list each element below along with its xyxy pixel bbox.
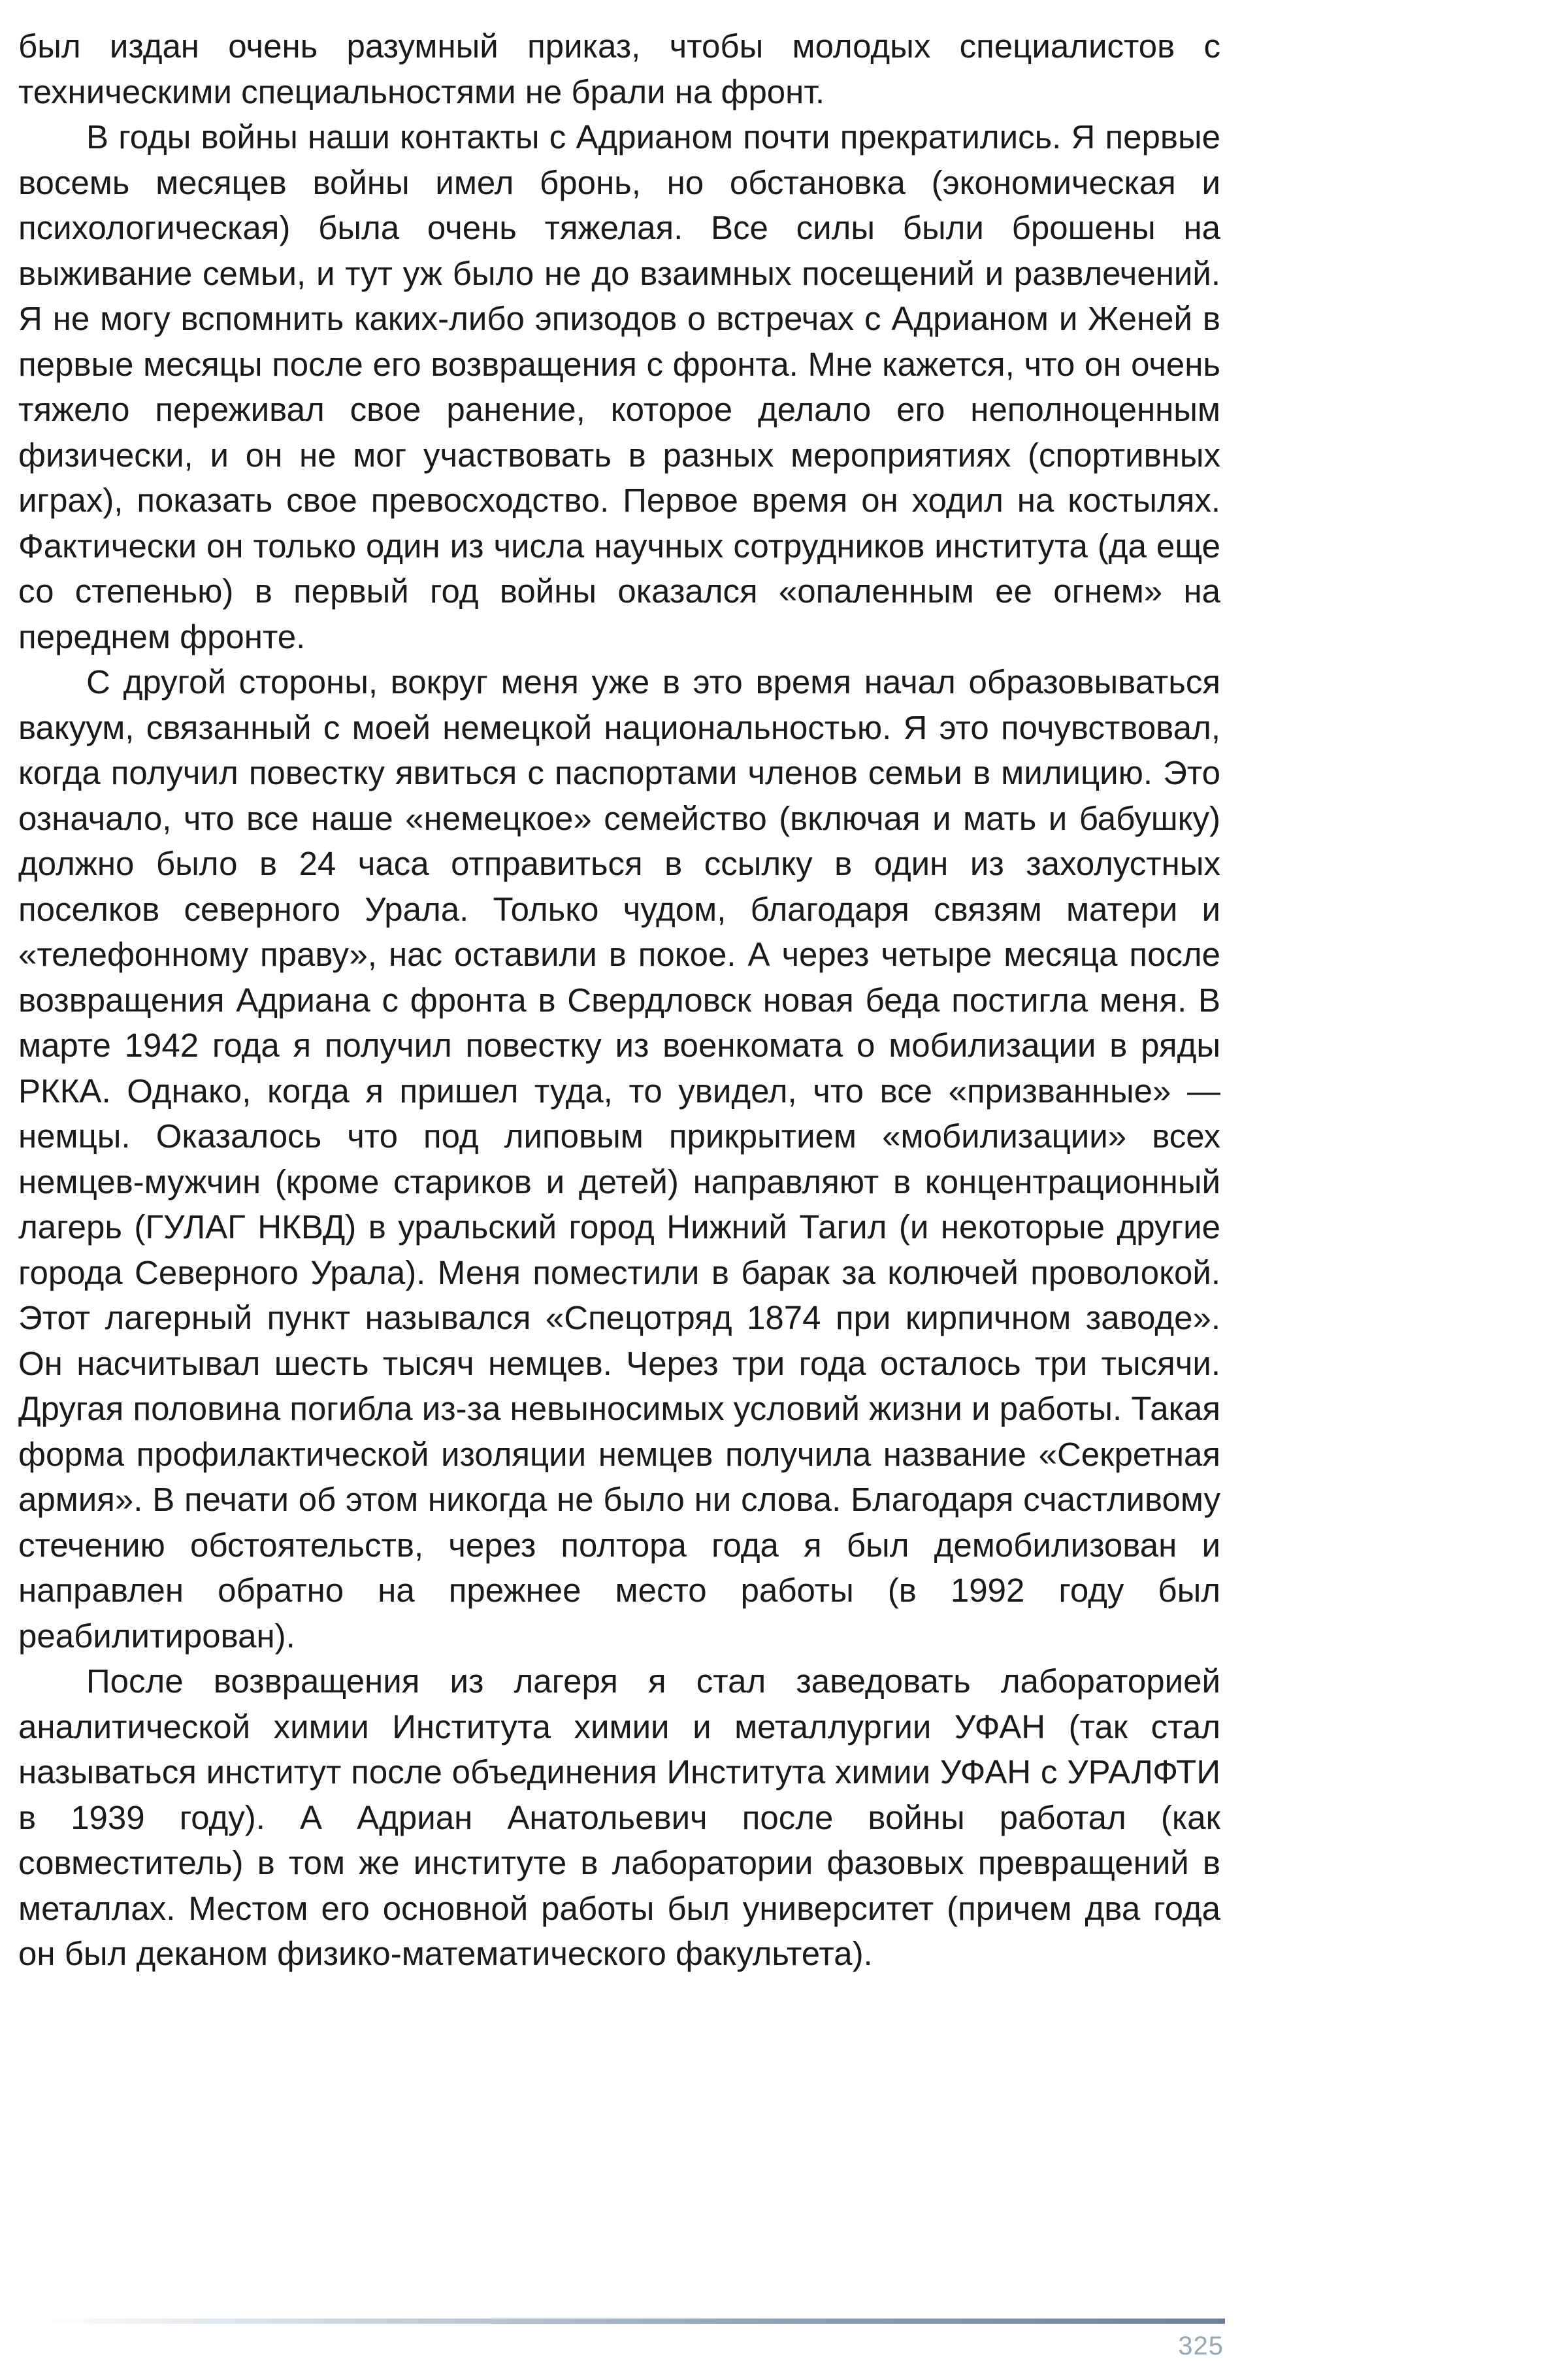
paragraph-after-camp: После возвращения из лагеря я стал заведовать лабораторией аналитической химии Института химии и металлургии УФАН (так стал называться институт после объединения Института химии УФАН с УРАЛФТИ в 1939 году). А Адриан Анатольевич после войны работал (как совместитель) в том же институте в лаборатории фазовых превращений в металлах. Местом его основной работы был университет (причем два года он был деканом физико-математического факультета). bbox=[18, 1662, 1220, 1972]
paragraph-war-years: В годы войны наши контакты с Адрианом почти прекратились. Я первые восемь месяцев войны имел бронь, но обстановка (экономическая и психологическая) была очень тяжелая. Все силы были брошены на выживание семьи, и тут уж было не до взаимных посещений и развлечений. Я не могу вспомнить каких-либо эпизодов о встречах с Адрианом и Женей в первые месяцы после его возвращения с фронта. Мне кажется, что он очень тяжело переживал свое ранение, которое делало его неполноценным физически, и он не мог участвовать в разных мероприятиях (спортивных играх), показать свое превосходство. Первое время он ходил на костылях. Фактически он только один из числа научных сотрудников института (да еще со степенью) в первый год войны оказался «опаленным ее огнем» на переднем фронте. bbox=[18, 118, 1220, 655]
paragraph-labor-camp: С другой стороны, вокруг меня уже в это время начал образовываться вакуум, связанный с моей немецкой национальностью. Я это почувствовал, когда получил повестку явиться с паспортами членов семьи в милицию. Это означало, что все наше «немецкое» семейство (включая и мать и бабушку) должно было в 24 часа отправиться в ссылку в один из захолустных поселков северного Урала. Только чудом, благодаря связям матери и «телефонному праву», нас оставили в покое. А через четыре месяца после возвращения Адриана с фронта в Свердловск новая беда постигла меня. В марте 1942 года я получил повестку из военкомата о мобилизации в ряды РККА. Однако, когда я пришел туда, то увидел, что все «призванные» — немцы. Оказалось что под липовым прикрытием «мобилизации» всех немцев-мужчин (кроме стариков и детей) направляют в концентрационный лагерь (ГУЛАГ НКВД) в уральский город Нижний Тагил (и некоторые другие города Северного Урала). Меня поместили в барак за колючей проволокой. Этот лагерный пункт назывался «Спецотряд 1874 при кирпичном заводе». Он насчитывал шесть тысяч немцев. Через три года осталось три тысячи. Другая половина погибла из-за невыносимых условий жизни и работы. Такая форма профилактической изоляции немцев получила название «Секретная армия». В печати об этом никогда не было ни слова. Благодаря счастливому стечению обстоятельств, через полтора года я был демобилизован и направлен обратно на прежнее место работы (в 1992 году был реабилитирован). bbox=[18, 663, 1220, 1655]
body-text bbox=[18, 24, 1220, 1977]
page-number: 325 bbox=[1178, 2332, 1224, 2360]
footer-rule bbox=[39, 2319, 1225, 2324]
paragraph-continued: был издан очень разумный приказ, чтобы молодых специалистов с техническими специальностями не брали на фронт. bbox=[18, 27, 1220, 110]
